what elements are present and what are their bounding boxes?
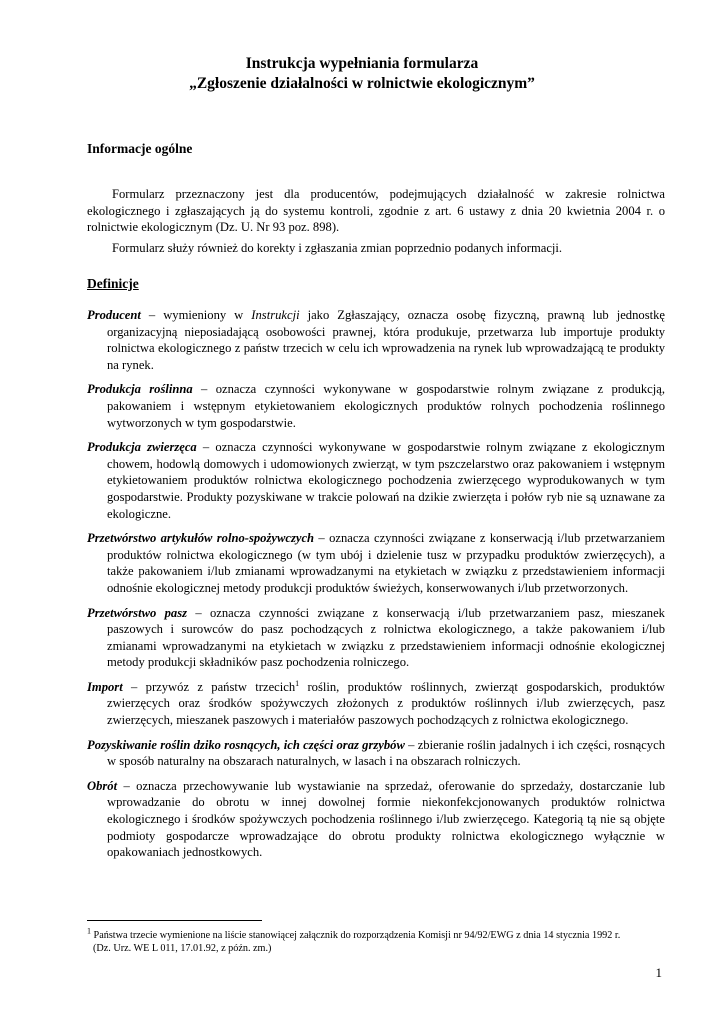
definition-przetworstwo-pasz [87,605,665,671]
title-line-2: „Zgłoszenie działalności w rolnictwie ekologicznym” [189,75,535,92]
definition-text: – oznacza przechowywanie lub wystawianie na sprzedaż, oferowanie do sprzedaży, dostarczanie lub wprowadzanie do obrotu w innej dowolnej formie niekonfekcjonowanych produktów rolnictwa ekologicznego i środków spożywczych pochodzenia roślinnego i/lub zwierzęcego. Kategorią tą nie są objęte podmioty gospodarcze wprowadzające do obrotu produkty rolnictwa ekologicznego wyłącznie w opakowaniach jednostkowych. [107,778,665,860]
definition-term: Przetwórstwo pasz [87,605,187,620]
general-info-paragraph-2 [87,240,665,257]
definition-text: – oznacza czynności związane z konserwacją i/lub przetwarzaniem pasz, mieszanek paszowych i surowców do pasz pochodzących z rolnictwa ekologicznego, a także pakowaniem i/lub zmianami wprowadzanymi na etykietach w związku z przedstawieniem informacji odnośnie ekologicznej metody produkcji składników pasz pochodzenia rolniczego. [107,605,665,670]
definition-term: Pozyskiwanie roślin dziko rosnących, ich części oraz grzybów [87,737,405,752]
footnote-line-2: (Dz. Urz. WE L 011, 17.01.92, z późn. zm.) [93,943,272,954]
definition-przetworstwo-artykulow [87,530,665,596]
document-title [0,54,724,94]
definition-text-pre: – wymieniony w [140,308,252,322]
footnote-marker: 1 [87,926,91,936]
definition-text: – oznacza czynności wykonywane w gospodarstwie rolnym związane z produkcją, pakowaniem i wstępnym etykietowaniem ekologicznych produktów rolnych pochodzenia roślinnego wytworzonych w tym gospodarstwie. [107,382,665,430]
definition-text: – zbieranie roślin jadalnych i ich części, rosnących w sposób naturalny na obszarach naturalnych, w lasach i na obszarach rolniczych. [107,737,665,769]
page-number: 1 [655,965,662,980]
definition-text: – oznacza czynności wykonywane w gospodarstwie rolnym związane z ekologicznym chowem, hodowlą domowych i udomowionych zwierząt, w tym pszczelarstwo oraz pakowaniem i wstępnym etykietowaniem produktów rolnictwa ekologicznego pochodzenia zwierzęcego wyprodukowanych w tym gospodarstwie. Produkty pozyskiwane w trakcie polowań na dzikie zwierzęta i połów ryb nie są uznawane za ekologiczne. [107,440,665,521]
footnote-reference: 1 [295,678,300,688]
footnote-divider [87,920,262,921]
definition-term: Produkcja roślinna [87,382,193,397]
definition-term: Producent [87,308,141,322]
definition-obrot [87,778,665,861]
definition-term: Produkcja zwierzęca [87,440,197,455]
definition-term: Obrót [87,778,118,793]
definition-italic-ref: Instrukcji [251,308,300,322]
title-line-1: Instrukcja wypełniania formularza [245,55,479,72]
paragraph-text: Formularz służy również do korekty i zgłaszania zmian poprzednio podanych informacji. [112,241,563,255]
definitions-list [87,307,665,869]
definition-text-pre: – przywóz z państw trzecich [122,679,296,694]
definition-produkcja-zwierzeca [87,439,665,522]
definition-text: jako Zgłaszający, oznacza osobę fizyczną, prawną lub jednostkę organizacyjną nieposiadającą osobowości prawnej, która produkuje, przetwarza lub importuje produkty rolnictwa ekologicznego z państw trzecich w celu ich wprowadzenia na rynek lub wprowadzającą te produkty na rynek. [107,308,665,372]
definition-producent [87,307,665,373]
general-info-paragraph-1 [87,186,665,236]
definition-text: – oznacza czynności związane z konserwacją i/lub przetwarzaniem produktów rolnictwa ekologicznego (w tym ubój i dzielenie tusz w przypadku produktów zwierzęcych), a także pakowaniem i/lub zmianami wprowadzanymi na etykietach w związku z przedstawieniem informacji odnośnie ekologicznej metody produkcji produktów świeżych, konserwowanych i/lub przetworzonych. [107,531,666,595]
definition-produkcja-roslinna [87,381,665,431]
definition-import [87,679,665,729]
footnote-line-1: Państwa trzecie wymienione na liście stanowiącej załącznik do rozporządzenia Komisji nr 94/92/EWG z dnia 14 stycznia 1992 r. [91,930,621,941]
definitions-heading: Definicje [87,276,139,291]
definition-pozyskiwanie-roslin [87,737,665,770]
definition-text: roślin, produktów roślinnych, zwierząt gospodarskich, produktów zwierzęcych oraz środków spożywczych złożonych z produktów roślinnych i/lub zwierzęcych, pasz zwierzęcych, mieszanek paszowych i materiałów paszowych pochodzących z rolnictwa ekologicznego. [107,679,665,728]
footnote [87,926,672,955]
definition-term: Przetwórstwo artykułów rolno-spożywczych [87,531,315,546]
definition-term: Import [87,679,123,694]
general-info-heading: Informacje ogólne [87,141,193,156]
paragraph-text: Formularz przeznaczony jest dla producentów, podejmujących działalność w zakresie rolnictwa ekologicznego i zgłaszających ją do systemu kontroli, zgodnie z art. 6 ustawy z dnia 20 kwietnia 2004 r. o rolnictwie ekologicznym (Dz. U. Nr 93 poz. 898). [87,187,665,235]
